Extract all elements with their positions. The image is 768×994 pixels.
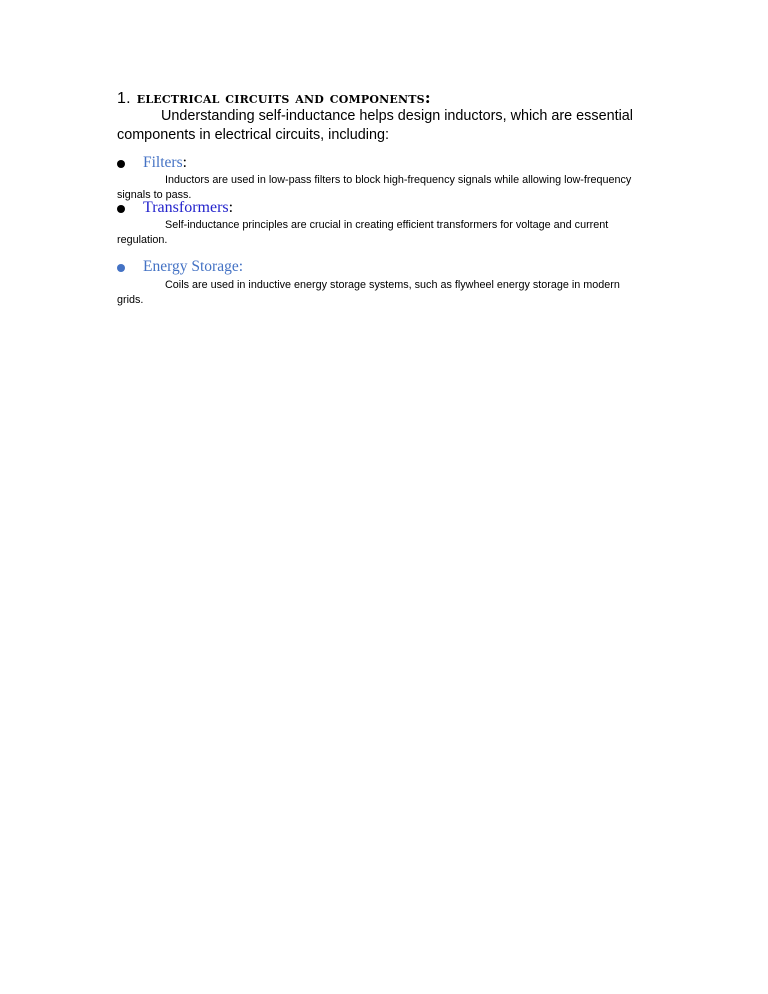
filters-label-colon: : [182, 154, 187, 171]
bullet-dot [117, 264, 125, 272]
intro-paragraph: Understanding self-inductance helps design inductors, which are essential components in electrical circuits, including: [117, 108, 633, 143]
energy-label-text: Energy Storage: [143, 258, 244, 275]
transformers-label-text: Transformers [143, 199, 229, 216]
bullet-label-filters [143, 154, 187, 172]
bullet-dot [117, 205, 125, 213]
section-heading [117, 88, 431, 108]
bullet-description-transformers: Self-inductance principles are crucial in creating efficient transformers for voltage and current regulation. [117, 219, 609, 246]
bullet-transformers [117, 199, 677, 245]
bullet-label-transformers [143, 199, 233, 217]
bullet-description-energy-storage: Coils are used in inductive energy storage systems, such as flywheel energy storage in modern grids. [117, 279, 620, 306]
bullet-label-energy-storage [143, 258, 243, 276]
section-title: electrical circuits and components: [136, 88, 431, 107]
bullet-filters [117, 154, 677, 200]
filters-label-text: Filters [143, 154, 183, 171]
transformers-label-colon: : [228, 199, 234, 216]
bullet-description-filters: Inductors are used in low-pass filters to block high-frequency signals while allowing low-frequency signals to pass. [117, 174, 632, 201]
bullet-dot [117, 160, 125, 168]
bullet-energy-storage [117, 258, 677, 310]
section-number: 1. [117, 90, 131, 107]
